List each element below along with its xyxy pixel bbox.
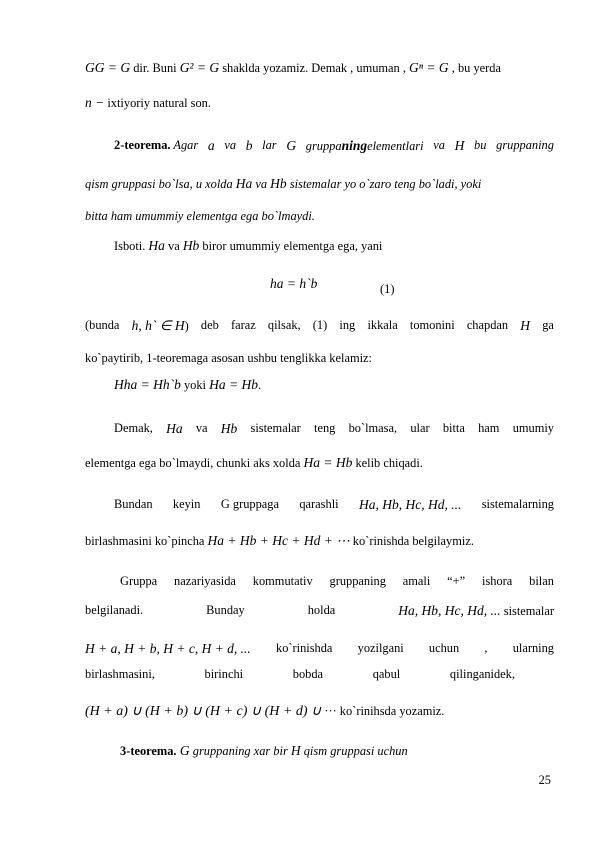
formula-g2: G² = G: [179, 60, 220, 75]
formula-gg: GG = G: [85, 60, 131, 75]
hha-line: Hha = Hh`b yoki Ha = Hb.: [114, 377, 262, 392]
isboti-line: Isboti. Ha va Hb biror umummiy elementga ega, yani: [114, 238, 383, 253]
bundan-line2: birlashmasini ko`pincha Ha + Hb + Hc + Hd + ⋯ ko`rinishda belgilaymiz.: [85, 533, 474, 548]
kopaytirib-line: ko`paytirib, 1-teoremaga asosan ushbu tenglikka kelamiz:: [85, 351, 372, 365]
theorem2-line3: bitta ham umummiy elementga ega bo`lmaydi.: [85, 209, 315, 223]
theorem3-line: 3-teorema. G gruppaning xar bir H qism gruppasi uchun: [120, 743, 408, 758]
theorem2-line2: qism gruppasi bo`lsa, u xolda Ha va Hb sistemalar yo o`zaro teng bo`ladi, yoki: [85, 176, 482, 191]
gruppa-line3: H + a, H + b, H + c, H + d, ... ko`rinishda yozilgani uchun , ularning: [85, 641, 554, 656]
bunda-line: (bunda h, h` ∈ H) deb faraz qilsak, (1) ing ikkala tomonini chapdan H ga: [85, 318, 554, 333]
gruppa-line4: birlashmasini, birinchi bobda qabul qilinganidek,: [85, 667, 515, 681]
theorem3-label: 3-teorema.: [120, 744, 177, 758]
bundan-line1: Bundan keyin G gruppaga qarashli Ha, Hb, Hc, Hd, ... sistemalarning: [114, 497, 554, 512]
equation-1: ha = h`b: [270, 276, 318, 291]
page-number: 25: [538, 773, 551, 787]
demak-line1: Demak, Ha va Hb sistemalar teng bo`lmasa, ular bitta ham umumiy: [114, 421, 554, 436]
line-gg: GG = G dir. Buni G² = G shaklda yozamiz. Demak , umuman , Gⁿ = G , bu yerda: [85, 60, 501, 75]
formula-n: n −: [85, 95, 105, 110]
gruppa-line1: Gruppa nazariyasida kommutativ gruppaning amali “+” ishora bilan: [120, 574, 554, 588]
union-line: (H + a) ∪ (H + b) ∪ (H + c) ∪ (H + d) ∪ ··· ko`rinihsda yozamiz.: [85, 704, 445, 719]
demak-line2: elementga ega bo`lmaydi, chunki aks xolda Ha = Hb kelib chiqadi.: [85, 455, 423, 470]
line-n: n − ixtiyoriy natural son.: [85, 95, 211, 110]
formula-gn: Gⁿ = G: [409, 60, 449, 75]
equation-1-number: (1): [380, 282, 395, 296]
theorem2-line1: 2-teorema. Agar a va b lar G gruppaningelementlari va H bu gruppaning: [114, 138, 554, 153]
gruppa-line2: belgilanadi. Bunday holda Ha, Hb, Hc, Hd, ... sistemalar: [85, 603, 554, 618]
theorem2-label: 2-teorema.: [114, 138, 171, 152]
